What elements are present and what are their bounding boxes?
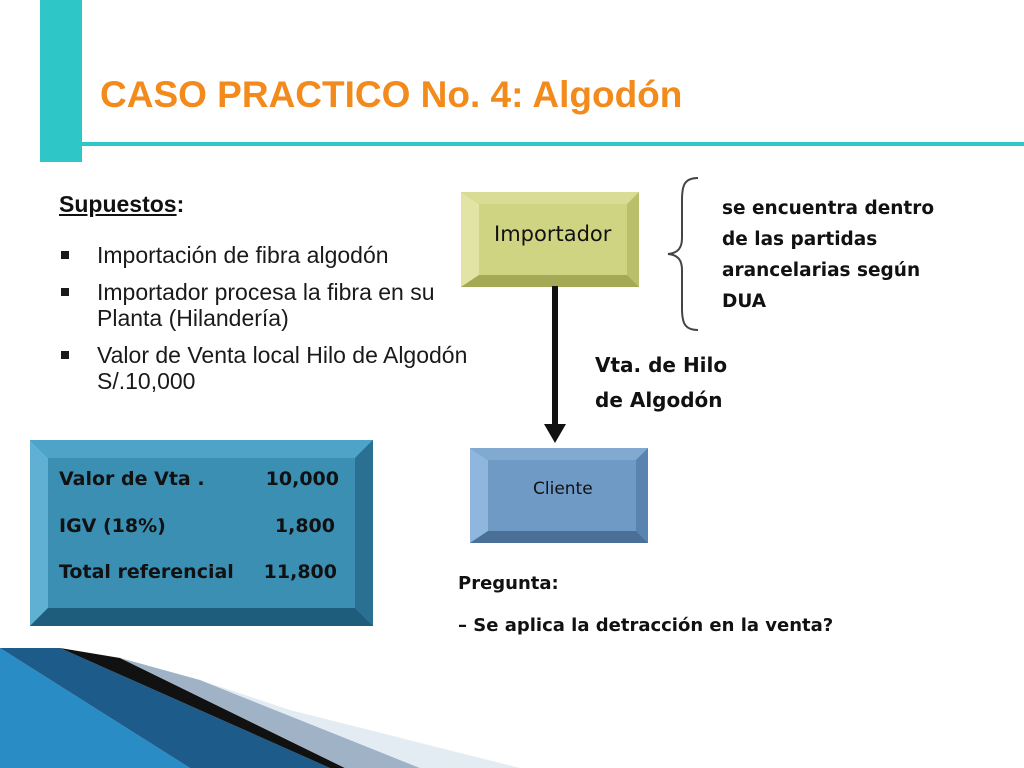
values-box-right-bevel: [355, 440, 373, 626]
assumption-text: Importador procesa la fibra en su Planta (Hilandería): [97, 279, 435, 331]
assumptions-list: [59, 242, 479, 405]
assumption-item: [59, 279, 479, 331]
values-box-bottom-bevel: [30, 608, 373, 626]
title-underline: [82, 142, 1024, 146]
square-bullet-icon: [61, 288, 69, 296]
arrow-label: [595, 348, 727, 418]
curly-brace-icon: [664, 176, 704, 332]
assumption-item: [59, 342, 479, 394]
value-row-amount: 1,800: [274, 515, 335, 537]
supuestos-label: Supuestos: [59, 191, 177, 217]
question-heading: Pregunta:: [458, 573, 559, 594]
value-row-label: Valor de Vta .: [59, 468, 205, 490]
supuestos-heading: [59, 191, 184, 218]
cliente-bottom-bevel: [470, 531, 648, 543]
value-row-amount: 11,800: [263, 561, 337, 583]
arrow-label-line: Vta. de Hilo: [595, 353, 728, 377]
brace-note-line: arancelarias según: [722, 260, 921, 281]
assumption-text: Valor de Venta local Hilo de Algodón S/.10,000: [97, 342, 468, 394]
arrow-label-line: de Algodón: [595, 388, 723, 412]
brace-note-line: se encuentra dentro: [722, 198, 935, 219]
value-row-amount: 10,000: [265, 468, 339, 490]
square-bullet-icon: [61, 251, 69, 259]
assumption-text: Importación de fibra algodón: [97, 242, 389, 268]
down-arrow-icon: [540, 286, 570, 446]
importador-top-bevel: [461, 192, 639, 204]
cliente-top-bevel: [470, 448, 648, 460]
question-block: [458, 573, 833, 636]
decorative-stripes: [0, 640, 1024, 768]
assumption-item: [59, 242, 479, 268]
importador-label: Importador: [494, 222, 612, 246]
brace-note: [722, 193, 934, 317]
accent-bar: [40, 0, 82, 162]
importador-left-bevel: [461, 192, 479, 287]
values-box-left-bevel: [30, 440, 48, 626]
slide-title: CASO PRACTICO No. 4: Algodón: [100, 74, 683, 115]
square-bullet-icon: [61, 351, 69, 359]
cliente-left-bevel: [470, 448, 488, 543]
question-text: – Se aplica la detracción en la venta?: [458, 615, 834, 636]
supuestos-colon: :: [176, 191, 185, 217]
value-row-label: IGV (18%): [59, 515, 166, 537]
brace-note-line: de las partidas: [722, 229, 878, 250]
cliente-label: Cliente: [533, 479, 593, 499]
value-row-label: Total referencial: [59, 561, 234, 583]
brace-note-line: DUA: [722, 291, 767, 312]
values-box-top-bevel: [30, 440, 373, 458]
